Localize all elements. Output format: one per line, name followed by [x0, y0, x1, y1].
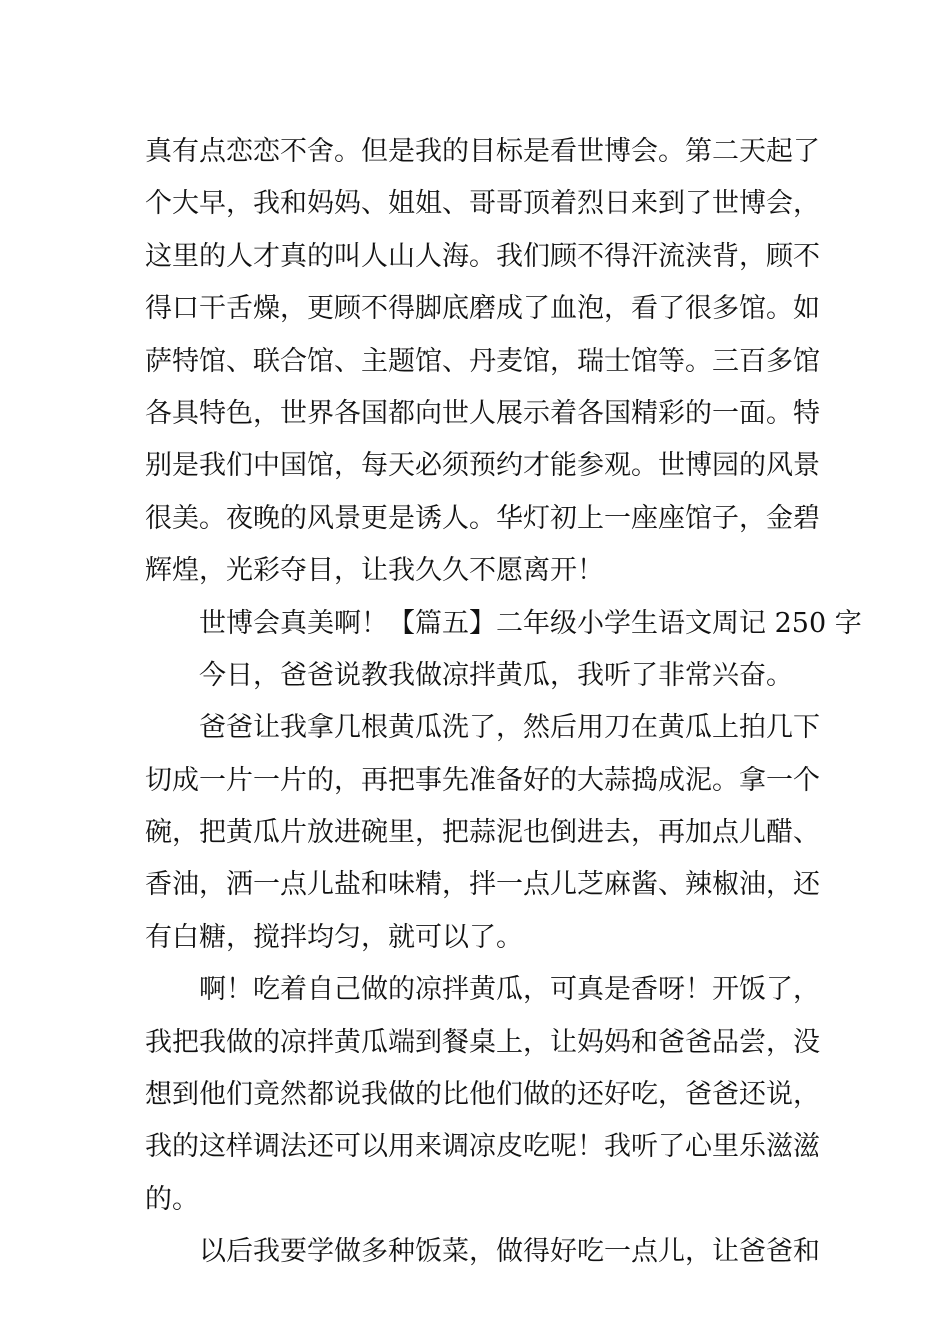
text-line: 有白糖，搅拌均匀，就可以了。 — [145, 921, 523, 953]
text-line: 个大早，我和妈妈、姐姐、哥哥顶着烈日来到了世博会， — [145, 188, 820, 220]
text-line: 我的这样调法还可以用来调凉皮吃呢！我听了心里乐滋滋 — [145, 1131, 820, 1163]
text-line: 别是我们中国馆，每天必须预约才能参观。世博园的风景 — [145, 450, 820, 482]
document-body — [145, 126, 862, 1279]
text-line: 今日，爸爸说教我做凉拌黄瓜，我听了非常兴奋。 — [199, 659, 793, 691]
text-line: 我把我做的凉拌黄瓜端到餐桌上，让妈妈和爸爸品尝，没 — [145, 1026, 820, 1058]
text-line: 想到他们竟然都说我做的比他们做的还好吃，爸爸还说， — [145, 1079, 820, 1111]
text-line: 的。 — [145, 1183, 199, 1215]
text-line: 以后我要学做多种饭菜，做得好吃一点儿，让爸爸和 — [199, 1236, 820, 1268]
text-line: 这里的人才真的叫人山人海。我们顾不得汗流浃背，顾不 — [145, 240, 820, 272]
text-line: 啊！吃着自己做的凉拌黄瓜，可真是香呀！开饭了， — [199, 974, 820, 1006]
text-line: 得口干舌燥，更顾不得脚底磨成了血泡，看了很多馆。如 — [145, 293, 820, 325]
text-line: 辉煌，光彩夺目，让我久久不愿离开！ — [145, 555, 604, 587]
text-line: 切成一片一片的，再把事先准备好的大蒜捣成泥。拿一个 — [145, 764, 820, 796]
text-line: 萨特馆、联合馆、主题馆、丹麦馆，瑞士馆等。三百多馆 — [145, 345, 820, 377]
text-line: 爸爸让我拿几根黄瓜洗了，然后用刀在黄瓜上拍几下 — [199, 712, 820, 744]
text-line: 各具特色，世界各国都向世人展示着各国精彩的一面。特 — [145, 397, 820, 429]
text-line: 世博会真美啊！【篇五】二年级小学生语文周记 250 字 — [199, 607, 862, 639]
text-line: 香油，洒一点儿盐和味精，拌一点儿芝麻酱、辣椒油，还 — [145, 869, 820, 901]
text-line: 很美。夜晚的风景更是诱人。华灯初上一座座馆子，金碧 — [145, 502, 820, 534]
text-line: 真有点恋恋不舍。但是我的目标是看世博会。第二天起了 — [145, 136, 820, 167]
text-line: 碗，把黄瓜片放进碗里，把蒜泥也倒进去，再加点儿醋、 — [145, 817, 820, 849]
